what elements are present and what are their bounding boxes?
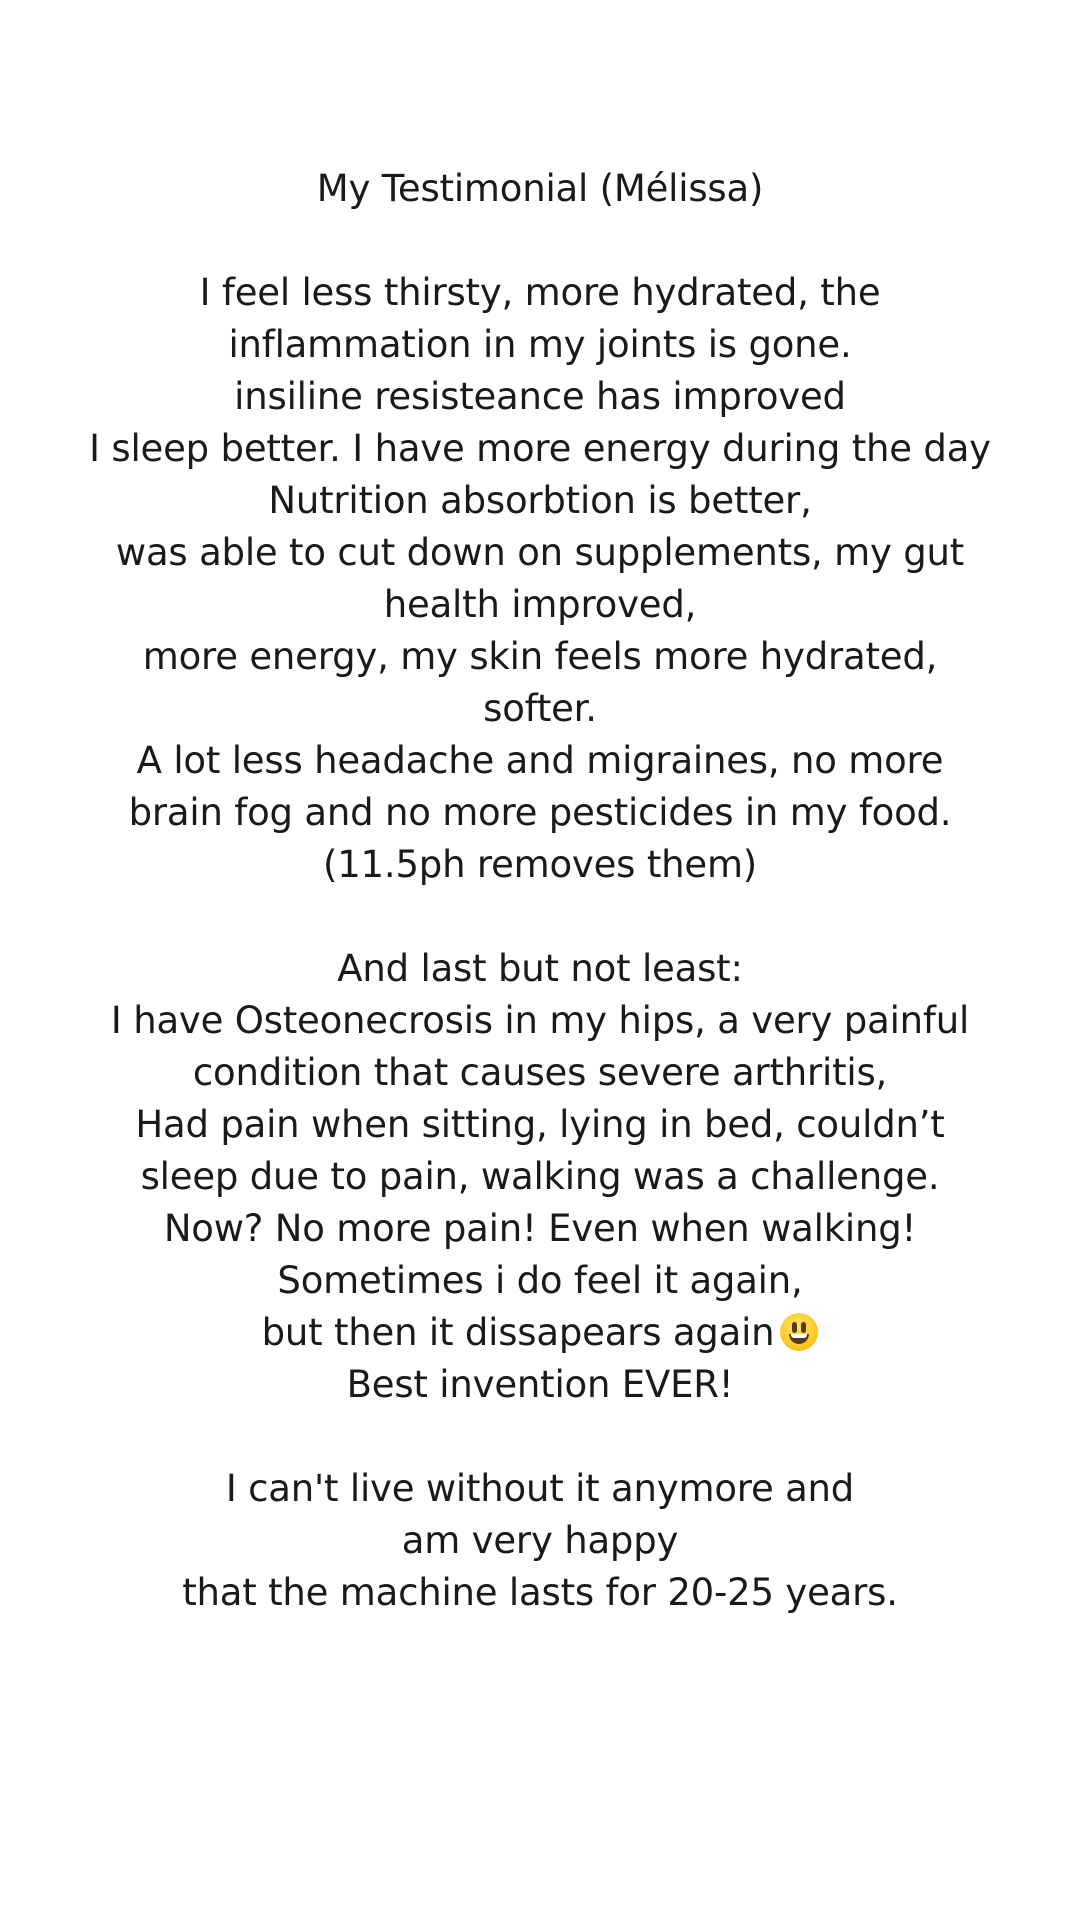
testimonial-line: And last but not least: — [337, 947, 743, 990]
testimonial-line-with-emoji — [0, 1307, 1080, 1359]
testimonial-line: I feel less thirsty, more hydrated, the — [199, 271, 881, 314]
testimonial-line: Best invention EVER! — [346, 1363, 734, 1406]
testimonial-line: I have Osteonecrosis in my hips, a very painful — [110, 999, 970, 1042]
testimonial-line: Sometimes i do feel it again, — [277, 1259, 803, 1302]
testimonial-line: that the machine lasts for 20-25 years. — [182, 1571, 898, 1614]
testimonial-line: was able to cut down on supplements, my gut — [115, 531, 965, 574]
spacer — [0, 215, 1080, 267]
testimonial-line-text: but then it dissapears again — [261, 1311, 775, 1354]
testimonial-line: Now? No more pain! Even when walking! — [163, 1207, 917, 1250]
testimonial-line: Had pain when sitting, lying in bed, couldn’t — [135, 1103, 945, 1146]
spacer — [0, 1411, 1080, 1463]
testimonial-line: more energy, my skin feels more hydrated, — [142, 635, 938, 678]
emoji-eye-left — [792, 1322, 797, 1333]
testimonial-line: inflammation in my joints is gone. — [228, 323, 852, 366]
spacer — [0, 891, 1080, 943]
testimonial-line: I sleep better. I have more energy during the day — [89, 427, 991, 470]
testimonial-title: My Testimonial (Mélissa) — [316, 167, 764, 210]
grinning-face-emoji-icon — [780, 1313, 818, 1351]
testimonial-line: Nutrition absorbtion is better, — [268, 479, 812, 522]
testimonial-line: A lot less headache and migraines, no more — [136, 739, 944, 782]
testimonial-line: (11.5ph removes them) — [322, 843, 758, 886]
testimonial-line: insiline resisteance has improved — [234, 375, 846, 418]
testimonial-line: condition that causes severe arthritis, — [192, 1051, 888, 1094]
testimonial-text — [0, 163, 1080, 1619]
testimonial-line: I can't live without it anymore and — [225, 1467, 855, 1510]
testimonial-line: health improved, — [383, 583, 697, 626]
emoji-eye-right — [801, 1322, 806, 1333]
testimonial-line: softer. — [483, 687, 597, 730]
testimonial-line: am very happy — [401, 1519, 679, 1562]
testimonial-line: brain fog and no more pesticides in my food. — [128, 791, 952, 834]
testimonial-line: sleep due to pain, walking was a challenge. — [140, 1155, 940, 1198]
emoji-mouth — [789, 1334, 809, 1344]
